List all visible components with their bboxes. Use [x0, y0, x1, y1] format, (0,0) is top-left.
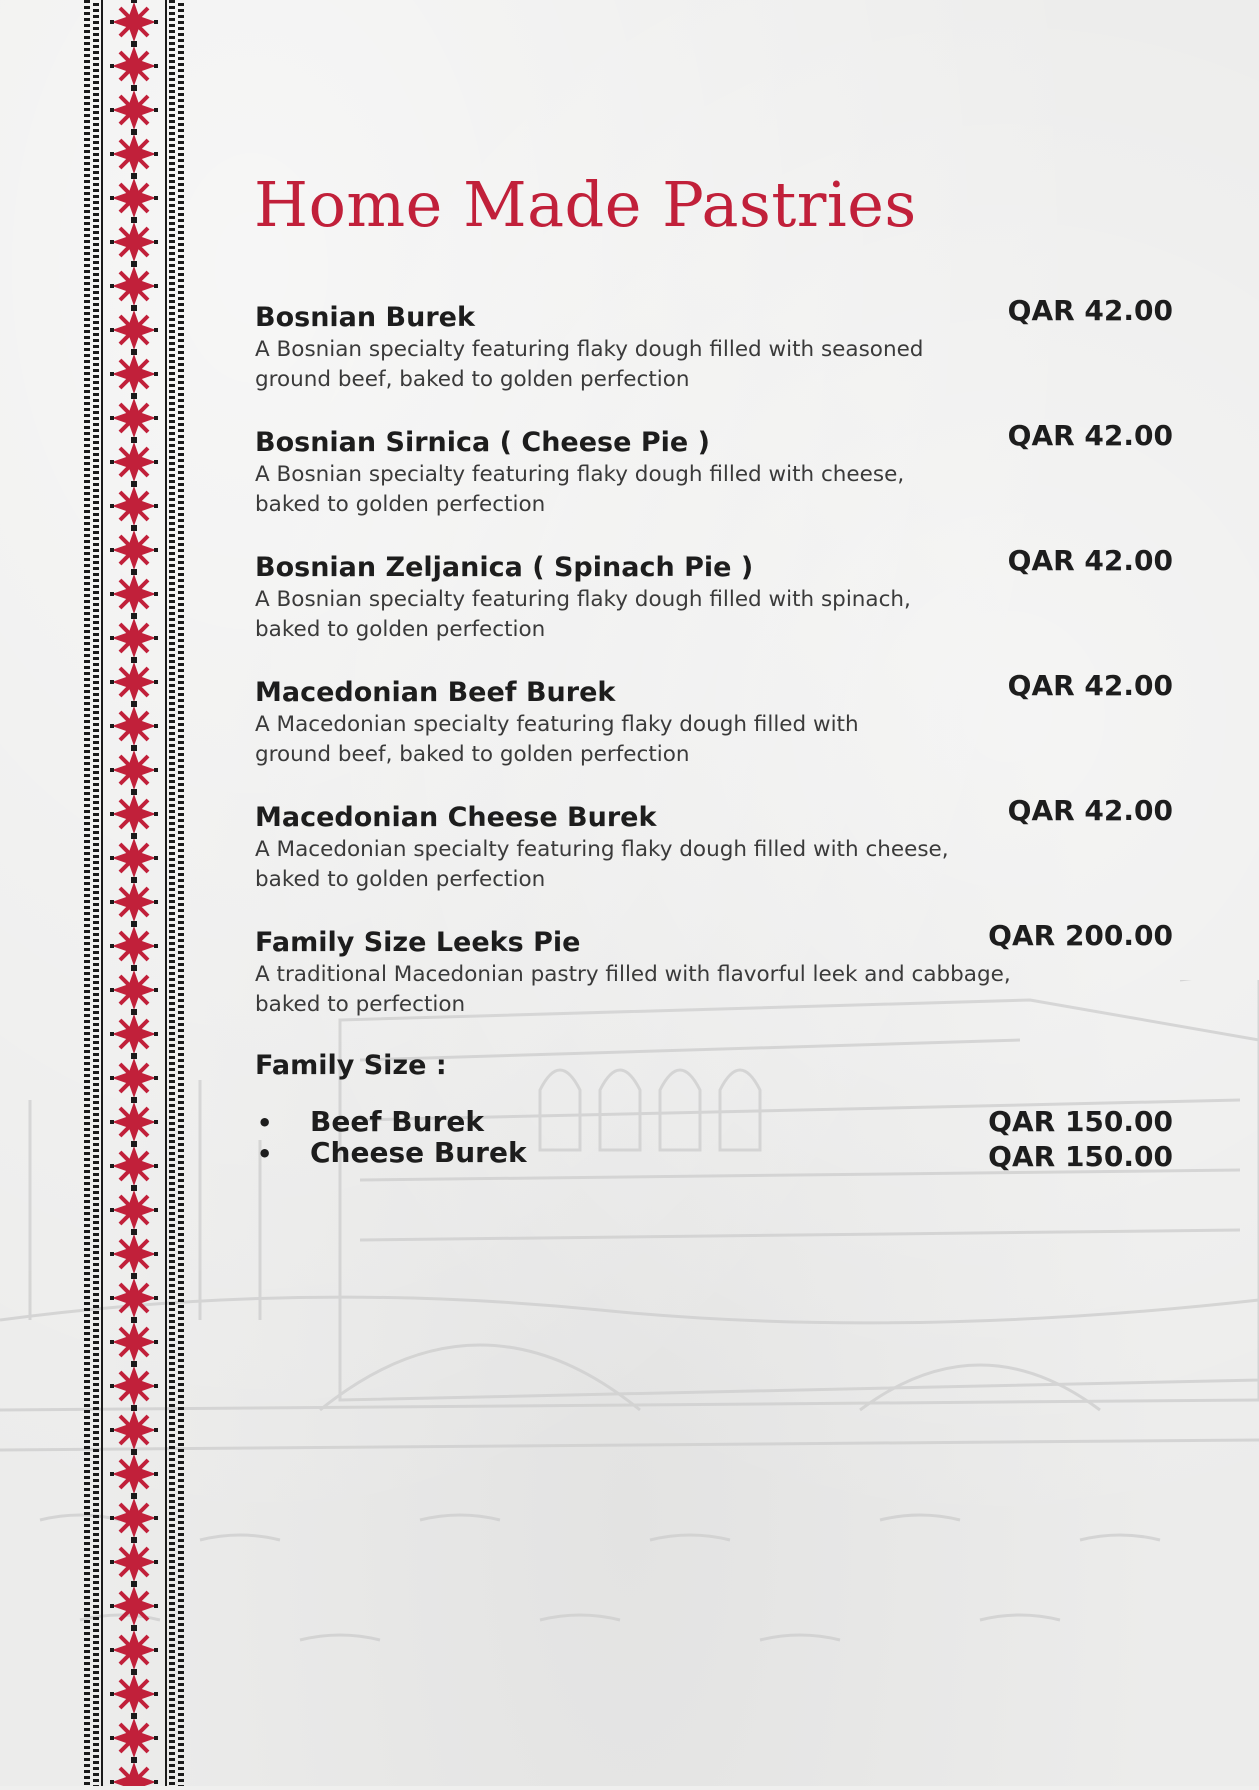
description-line: ground beef, baked to golden perfection [255, 742, 690, 767]
item-name: Cheese Burek [310, 1136, 527, 1169]
menu-item [255, 669, 1173, 770]
item-name: Family Size Leeks Pie [255, 927, 581, 958]
item-price: QAR 150.00 [988, 1105, 1173, 1138]
list-item [255, 1105, 1173, 1136]
description-line: A Bosnian specialty featuring flaky dough filled with cheese, [255, 462, 905, 487]
item-price: QAR 42.00 [1007, 544, 1173, 577]
family-size-list [255, 1105, 1173, 1173]
item-price: QAR 42.00 [1007, 669, 1173, 702]
description-line: baked to golden perfection [255, 867, 546, 892]
family-size-heading: Family Size : [255, 1050, 447, 1081]
item-price: QAR 200.00 [988, 919, 1173, 952]
description-line: A Macedonian specialty featuring flaky dough filled with cheese, [255, 837, 949, 862]
item-name: Macedonian Beef Burek [255, 677, 616, 708]
description-line: A traditional Macedonian pastry filled with flavorful leek and cabbage, [255, 962, 1011, 987]
page-title: Home Made Pastries [254, 168, 917, 241]
item-name: Bosnian Sirnica ( Cheese Pie ) [255, 427, 710, 458]
item-description [255, 585, 1035, 645]
description-line: baked to perfection [255, 992, 466, 1017]
description-line: A Bosnian specialty featuring flaky dough filled with spinach, [255, 587, 911, 612]
item-price: QAR 42.00 [1007, 419, 1173, 452]
embroidered-border [84, 0, 184, 1786]
menu-item [255, 294, 1173, 395]
item-name: Macedonian Cheese Burek [255, 802, 657, 833]
item-description [255, 460, 1035, 520]
item-description [255, 960, 1135, 1020]
item-price: QAR 42.00 [1007, 794, 1173, 827]
description-line: ground beef, baked to golden perfection [255, 367, 690, 392]
bullet: • [257, 1109, 273, 1137]
menu-item [255, 794, 1173, 895]
item-description [255, 710, 1035, 770]
menu-item [255, 419, 1173, 520]
description-line: baked to golden perfection [255, 617, 546, 642]
description-line: A Bosnian specialty featuring flaky dough filled with seasoned [255, 337, 924, 362]
menu-item [255, 919, 1173, 1020]
item-description [255, 835, 1035, 895]
bullet: • [257, 1140, 273, 1168]
description-line: baked to golden perfection [255, 492, 546, 517]
item-price: QAR 42.00 [1007, 294, 1173, 327]
item-description [255, 335, 1035, 395]
menu-item [255, 544, 1173, 645]
item-name: Bosnian Zeljanica ( Spinach Pie ) [255, 552, 754, 583]
item-price: QAR 150.00 [988, 1140, 1173, 1173]
description-line: A Macedonian specialty featuring flaky dough filled with [255, 712, 859, 737]
item-name: Bosnian Burek [255, 302, 475, 333]
list-item [255, 1136, 1173, 1173]
item-name: Beef Burek [310, 1105, 484, 1138]
menu-list [255, 294, 1173, 1173]
